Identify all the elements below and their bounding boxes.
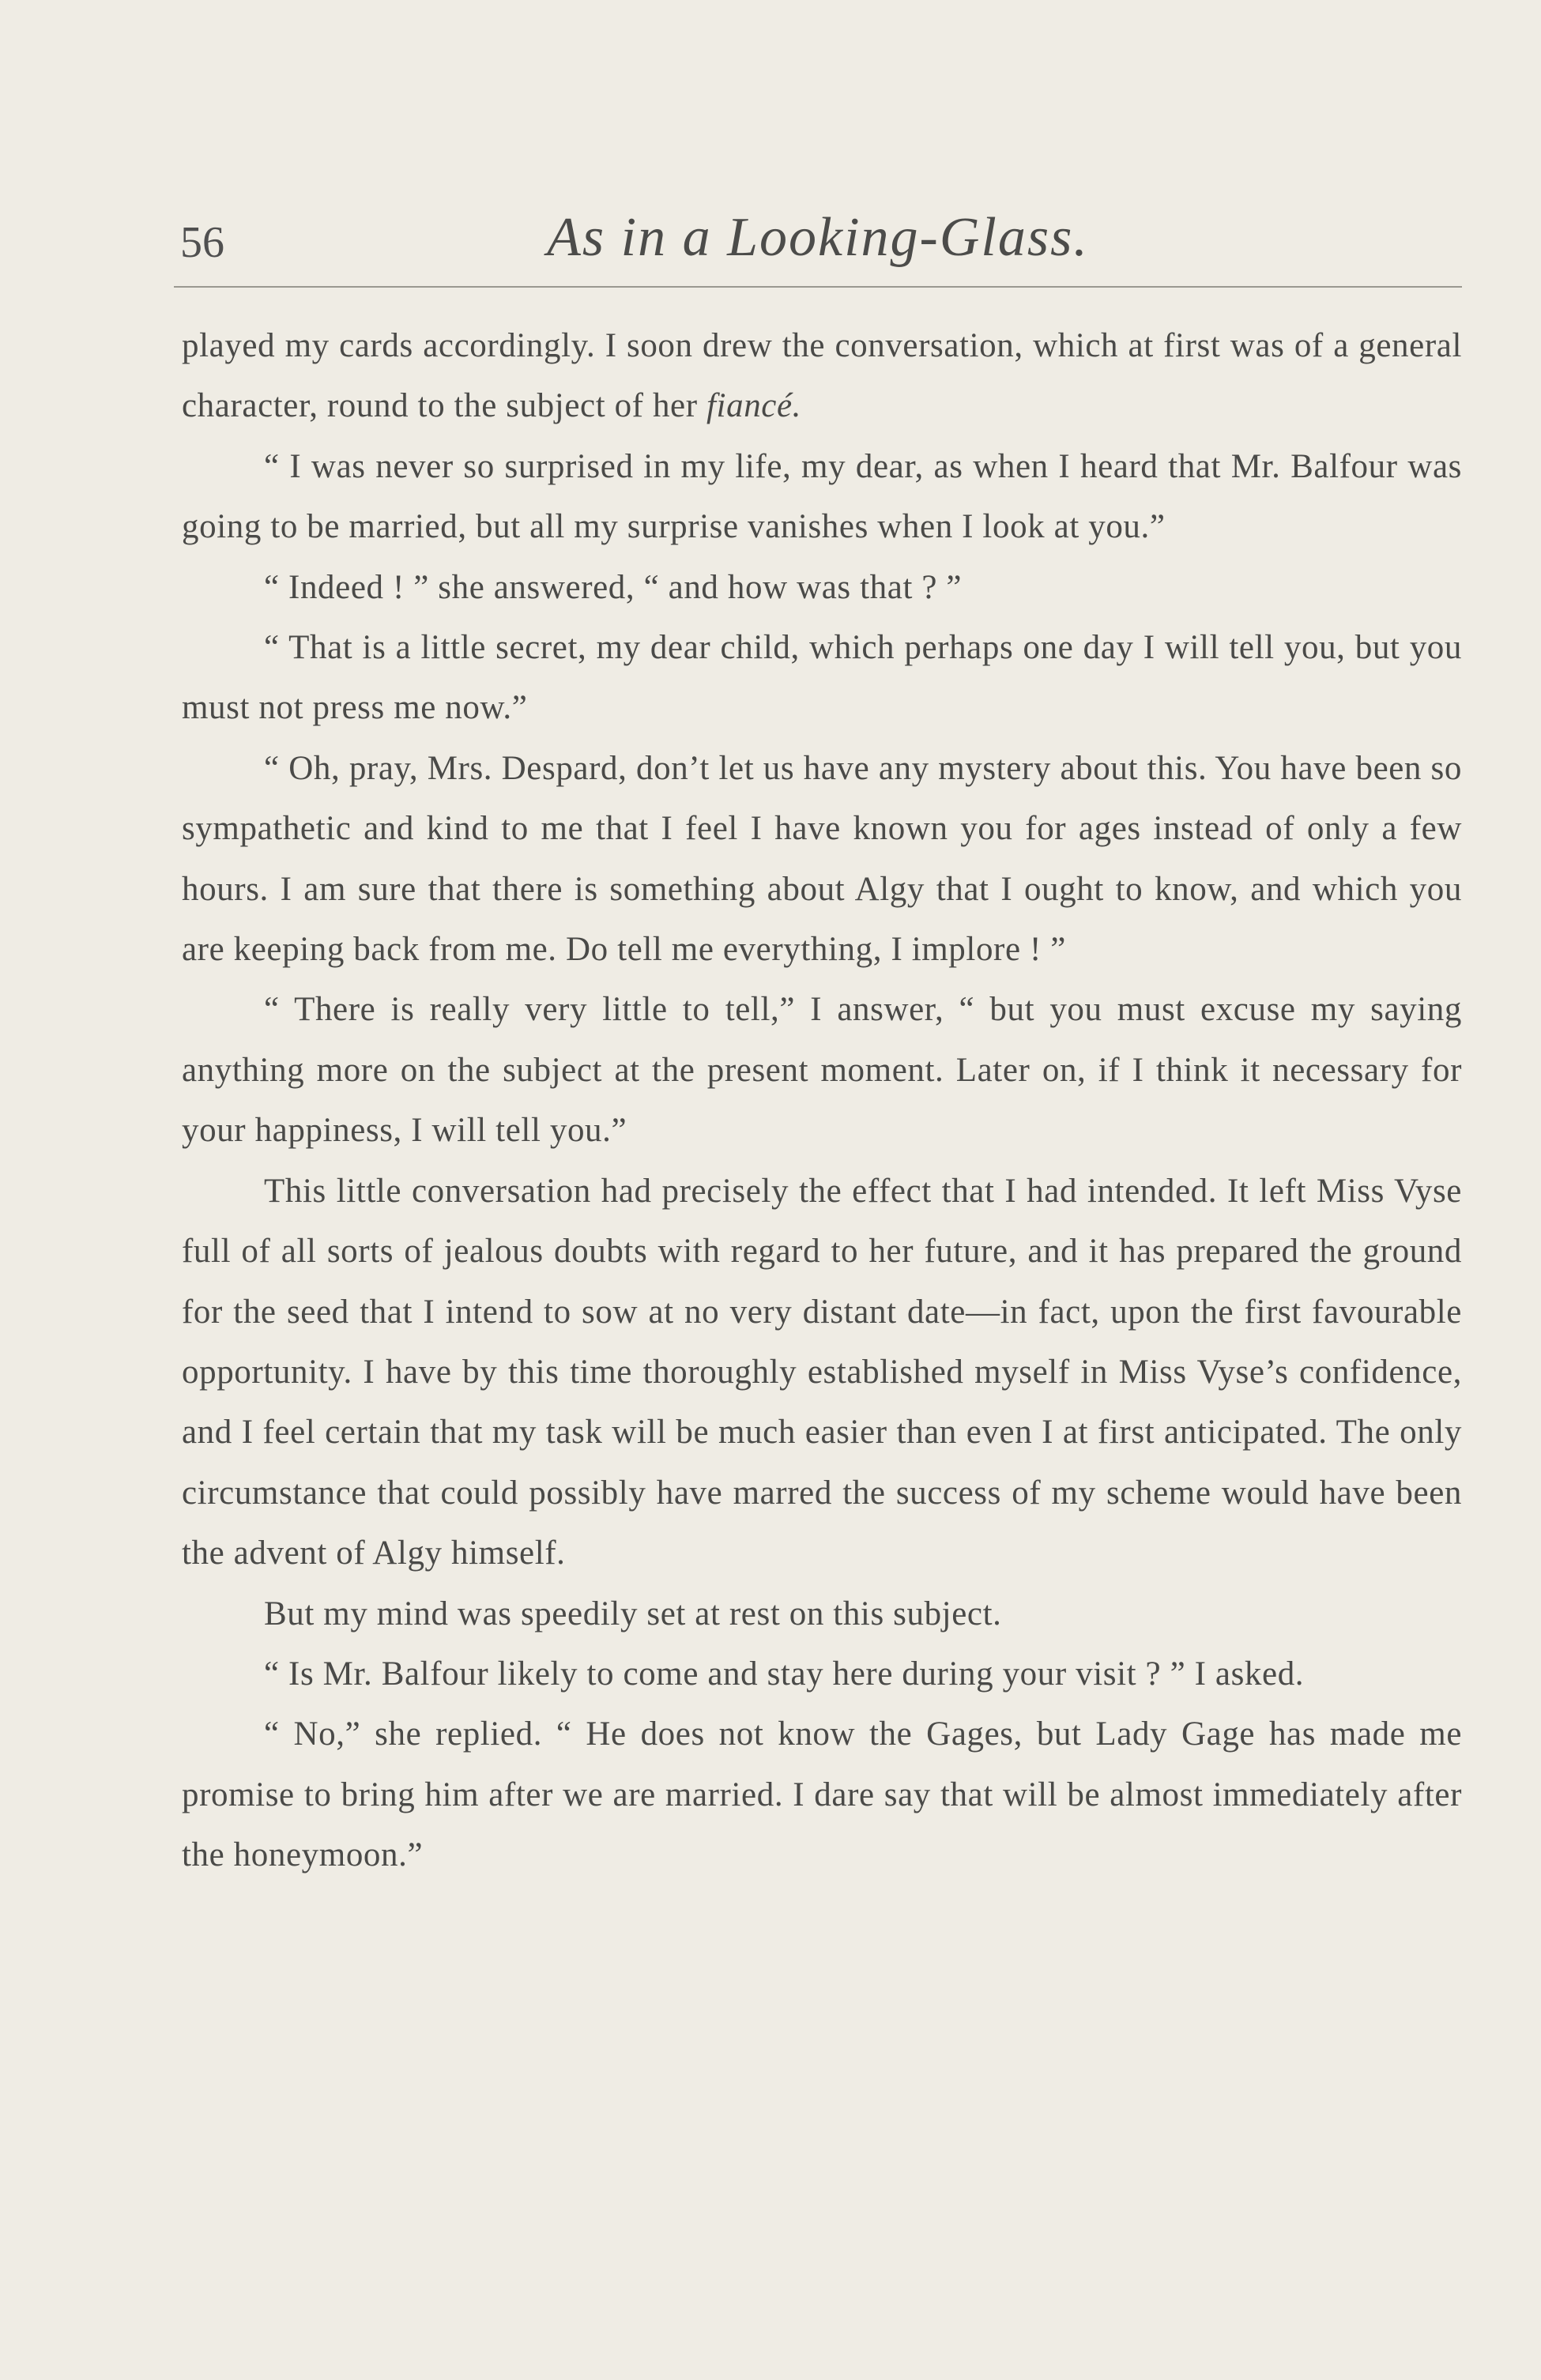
paragraph: “ Indeed ! ” she answered, “ and how was that ? ” bbox=[264, 568, 963, 606]
body-text bbox=[182, 316, 1462, 1886]
page-number: 56 bbox=[180, 218, 224, 267]
paragraph: This little conversation had precisely the effect that I had intended. It left Miss Vyse full of all sorts of jealous doubts with regard to her future, and it has prepared the ground for the seed that I intend to sow at no very distant date—in fact, upon the first favourable opportunity. I have by this time thoroughly established myself in Miss Vyse’s confidence, and I feel certain that my task will be much easier than even I at first anticipated. The only circumstance that could possibly have marred the success of my scheme would have been the advent of Algy himself. bbox=[182, 1172, 1462, 1572]
paragraph: “ Oh, pray, Mrs. Despard, don’t let us have any mystery about this. You have been so sympathetic and kind to me that I feel I have known you for ages instead of only a few hours. I am sure that there is something about Algy that I ought to know, and which you are keeping back from me. Do tell me everything, I implore ! ” bbox=[182, 749, 1462, 969]
paragraph: “ I was never so surprised in my life, my dear, as when I heard that Mr. Balfour was going to be married, but all my surprise vanishes when I look at you.” bbox=[182, 447, 1462, 546]
page-header bbox=[174, 201, 1462, 288]
paragraph: “ Is Mr. Balfour likely to come and stay here during your visit ? ” I asked. bbox=[264, 1655, 1305, 1693]
paragraph-text: played my cards accordingly. I soon drew the conversation, which at first was of a general character, round to the subject of her bbox=[182, 327, 1462, 425]
paragraph: “ No,” she replied. “ He does not know the Gages, but Lady Gage has made me promise to bring him after we are married. I dare say that will be almost immediately after the honeymoon.” bbox=[182, 1715, 1462, 1874]
running-title: As in a Looking-Glass. bbox=[547, 207, 1089, 268]
paragraph: “ There is really very little to tell,” I answer, “ but you must excuse my saying anything more on the subject at the present moment. Later on, if I think it necessary for your happiness, I will tell you.” bbox=[182, 991, 1462, 1150]
paragraph-italic-word: fiancé. bbox=[706, 387, 802, 425]
paragraph bbox=[182, 316, 1462, 437]
paragraph: “ That is a little secret, my dear child, which perhaps one day I will tell you, but you must not press me now.” bbox=[182, 629, 1462, 727]
header-rule bbox=[174, 286, 1462, 288]
paragraph: But my mind was speedily set at rest on this subject. bbox=[264, 1595, 1002, 1632]
